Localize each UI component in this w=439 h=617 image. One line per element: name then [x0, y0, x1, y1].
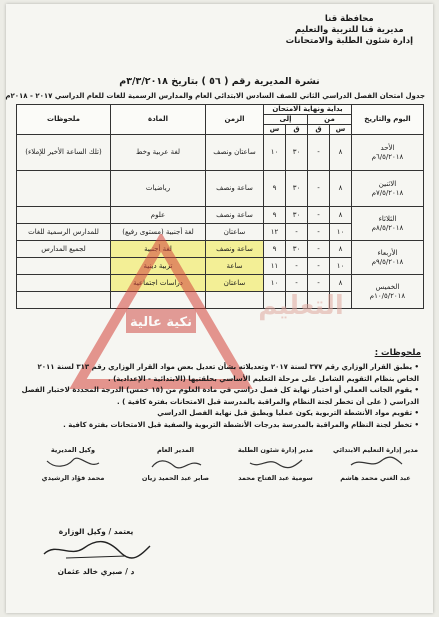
from-hour-cell: ٨: [330, 171, 352, 207]
to-minute-cell: ٣٠: [286, 207, 308, 224]
handwritten-signature: [246, 455, 306, 471]
day-label: الأحد: [380, 143, 395, 152]
ministry-endorsement: [36, 526, 156, 578]
to-hour-cell: ٩: [264, 207, 286, 224]
subject-cell: لغة أجنبية (مستوى رفيع): [111, 224, 206, 241]
subject-cell: رياضيات: [111, 171, 206, 207]
time-cell: ساعة ونصف: [206, 207, 264, 224]
note-cell: [17, 171, 111, 207]
date-label: ٩/٥/٢٠١٨م: [371, 257, 404, 266]
from-hour-cell: [330, 292, 352, 309]
from-minute-cell: -: [308, 275, 330, 292]
from-hour-cell: ١٠: [330, 224, 352, 241]
date-label: ٧/٥/٢٠١٨م: [371, 188, 404, 197]
notes-list: [18, 362, 419, 431]
signature-primary-director: [328, 446, 423, 483]
header-time: الزمن: [206, 105, 264, 135]
date-label: ١٠/٥/٢٠١٨م: [369, 291, 406, 300]
subject-cell: علوم: [111, 207, 206, 224]
signature-name: صابر عبد الحميد زيان: [141, 474, 210, 482]
watermark-banner: [126, 309, 196, 333]
from-hour-cell: ٨: [330, 241, 352, 258]
day-date-cell: [352, 207, 424, 241]
note-item: • يطبق القرار الوزاري رقم ٣٧٧ لسنة ٢٠١٧ وتعديلاته بشأن تعديل بعض مواد القرار الوزاري رقم ٣١٣ لسنة ٢٠١١ الخاص بنظام التقويم الشامل على مرحلة التعليم الأساسي بحلقتيها (الابتدائية - الإعدادية) .: [18, 362, 419, 385]
note-cell: [17, 258, 111, 275]
note-item: • تقويم مواد الأنشطة التربوية يكون عمليا ويطبق قبل نهاية الفصل الدراسي: [18, 408, 419, 420]
governorate-line: محافظة قنا: [324, 14, 374, 24]
handwritten-signature: [346, 455, 406, 471]
signature-deputy-directorate: [23, 446, 123, 483]
subject-cell: دراسات اجتماعية: [111, 275, 206, 292]
to-minute-cell: ٣٠: [286, 171, 308, 207]
note-item: • يقوم الجانب العملي أو اختبار نهاية كل فصل دراسي في مادة العلوم من (١٥ خمس) الدرجة المحددة لاختبار الفصل الدراسي ( على أن تخطر لجنة النظام والمراقبة بالمدرسة قبل الامتحانات بفترة كافية ) .: [18, 385, 419, 408]
time-cell: [206, 292, 264, 309]
subject-cell: لغة أجنبية: [111, 241, 206, 258]
note-cell: لجميع المدارس: [17, 241, 111, 258]
note-cell: [17, 292, 111, 309]
signature-title: مدير إدارة شئون الطلبة: [237, 446, 314, 454]
table-row: [17, 207, 424, 224]
notes-heading: ملحوظات :: [374, 348, 421, 358]
to-minute-cell: -: [286, 258, 308, 275]
day-date-cell: [352, 135, 424, 171]
from-hour-cell: ٨: [330, 275, 352, 292]
from-minute-cell: -: [308, 241, 330, 258]
signature-students-director: [228, 446, 323, 483]
from-hour-cell: ٨: [330, 207, 352, 224]
signature-title: المدير العام: [156, 446, 195, 454]
day-date-cell: [352, 171, 424, 207]
handwritten-signature: [36, 538, 156, 562]
time-cell: ساعة ونصف: [206, 241, 264, 258]
signature-name: عبد الغني محمد هاشم: [340, 474, 411, 482]
table-row: [17, 275, 424, 292]
signature-block: [16, 446, 423, 506]
from-minute-cell: -: [308, 258, 330, 275]
header-hour: س: [330, 125, 352, 135]
header-subject: المادة: [111, 105, 206, 135]
to-hour-cell: [264, 292, 286, 309]
time-cell: ساعتان: [206, 224, 264, 241]
document-page: [6, 4, 433, 613]
day-label: الاثنين: [378, 179, 397, 188]
table-caption: جدول امتحان الفصل الدراسي الثاني للصف السادس الابتدائي العام والمدارس الرسمية للغات للعام الدراسي ٢٠١٧ - ٢٠١٨م: [5, 92, 425, 100]
signature-name: محمد فؤاد الرشيدي: [41, 474, 105, 482]
handwritten-signature: [146, 455, 206, 471]
to-minute-cell: [286, 292, 308, 309]
to-hour-cell: ١٠: [264, 135, 286, 171]
header-start-end: بداية ونهاية الامتحان: [264, 105, 352, 115]
table-row: [17, 171, 424, 207]
header-from: من: [308, 115, 352, 125]
signature-name: سومية عبد الفتاح محمد: [238, 474, 313, 482]
day-label: الثلاثاء: [378, 214, 397, 223]
note-cell: [17, 207, 111, 224]
header-minute: ق: [286, 125, 308, 135]
day-date-cell: [352, 241, 424, 275]
signature-general-director: [128, 446, 223, 483]
directorate-line: مديرية قنا للتربية والتعليم: [295, 25, 404, 35]
note-cell: [17, 275, 111, 292]
to-hour-cell: ٩: [264, 241, 286, 258]
header-to: إلى: [264, 115, 308, 125]
handwritten-signature: [43, 455, 103, 471]
to-hour-cell: ١٠: [264, 275, 286, 292]
from-hour-cell: ١٠: [330, 258, 352, 275]
time-cell: ساعة: [206, 258, 264, 275]
note-item: • تخطر لجنة النظام والمراقبة بالمدرسة بدرجات الأنشطة التربوية والصفية قبل الامتحانات بفترة كافية .: [18, 420, 419, 432]
from-minute-cell: -: [308, 135, 330, 171]
note-cell: (تلك الساعة الأخير للإملاء): [17, 135, 111, 171]
from-minute-cell: -: [308, 171, 330, 207]
to-minute-cell: ٣٠: [286, 135, 308, 171]
day-label: الأربعاء: [377, 248, 398, 257]
header-notes: ملحوظات: [17, 105, 111, 135]
subject-cell: لغة عربية وخط: [111, 135, 206, 171]
signature-title: وكيل المديرية: [50, 446, 96, 454]
endorsement-name: د / صبري خالد عثمان: [57, 567, 135, 576]
time-cell: ساعتان: [206, 275, 264, 292]
header-minute: ق: [308, 125, 330, 135]
department-line: إدارة شئون الطلبة والامتحانات: [285, 36, 413, 46]
exam-schedule-table: [16, 104, 424, 309]
time-cell: ساعة ونصف: [206, 171, 264, 207]
from-minute-cell: -: [308, 207, 330, 224]
endorsement-title: يعتمد / وكيل الوزارة: [58, 527, 134, 536]
date-label: ٦/٥/٢٠١٨م: [371, 152, 404, 161]
to-hour-cell: ١١: [264, 258, 286, 275]
ministry-header: [286, 14, 413, 47]
day-label: الخميس: [375, 282, 400, 291]
subject-cell: [111, 292, 206, 309]
from-minute-cell: [308, 292, 330, 309]
header-day-date: اليوم والتاريخ: [352, 105, 424, 135]
to-hour-cell: ١٢: [264, 224, 286, 241]
note-cell: للمدارس الرسمية للغات: [17, 224, 111, 241]
watermark-left-text: نكية عالية: [130, 315, 192, 330]
signature-title: مدير إدارة التعليم الابتدائي: [333, 446, 418, 454]
date-label: ٨/٥/٢٠١٨م: [371, 223, 404, 232]
subject-cell: تربية دينية: [111, 258, 206, 275]
time-cell: ساعتان ونصف: [206, 135, 264, 171]
to-hour-cell: ٩: [264, 171, 286, 207]
header-hour: س: [264, 125, 286, 135]
from-minute-cell: -: [308, 224, 330, 241]
table-row: [17, 241, 424, 258]
table-row: [17, 135, 424, 171]
to-minute-cell: -: [286, 224, 308, 241]
to-minute-cell: -: [286, 275, 308, 292]
watermark-right-text: التعليم: [258, 291, 344, 321]
from-hour-cell: ٨: [330, 135, 352, 171]
day-date-cell: [352, 275, 424, 309]
bulletin-title: نشرة المديرية رقم ( ٥٦ ) بتاريخ ٣/٣/٢٠١٨م: [119, 76, 320, 87]
to-minute-cell: ٣٠: [286, 241, 308, 258]
